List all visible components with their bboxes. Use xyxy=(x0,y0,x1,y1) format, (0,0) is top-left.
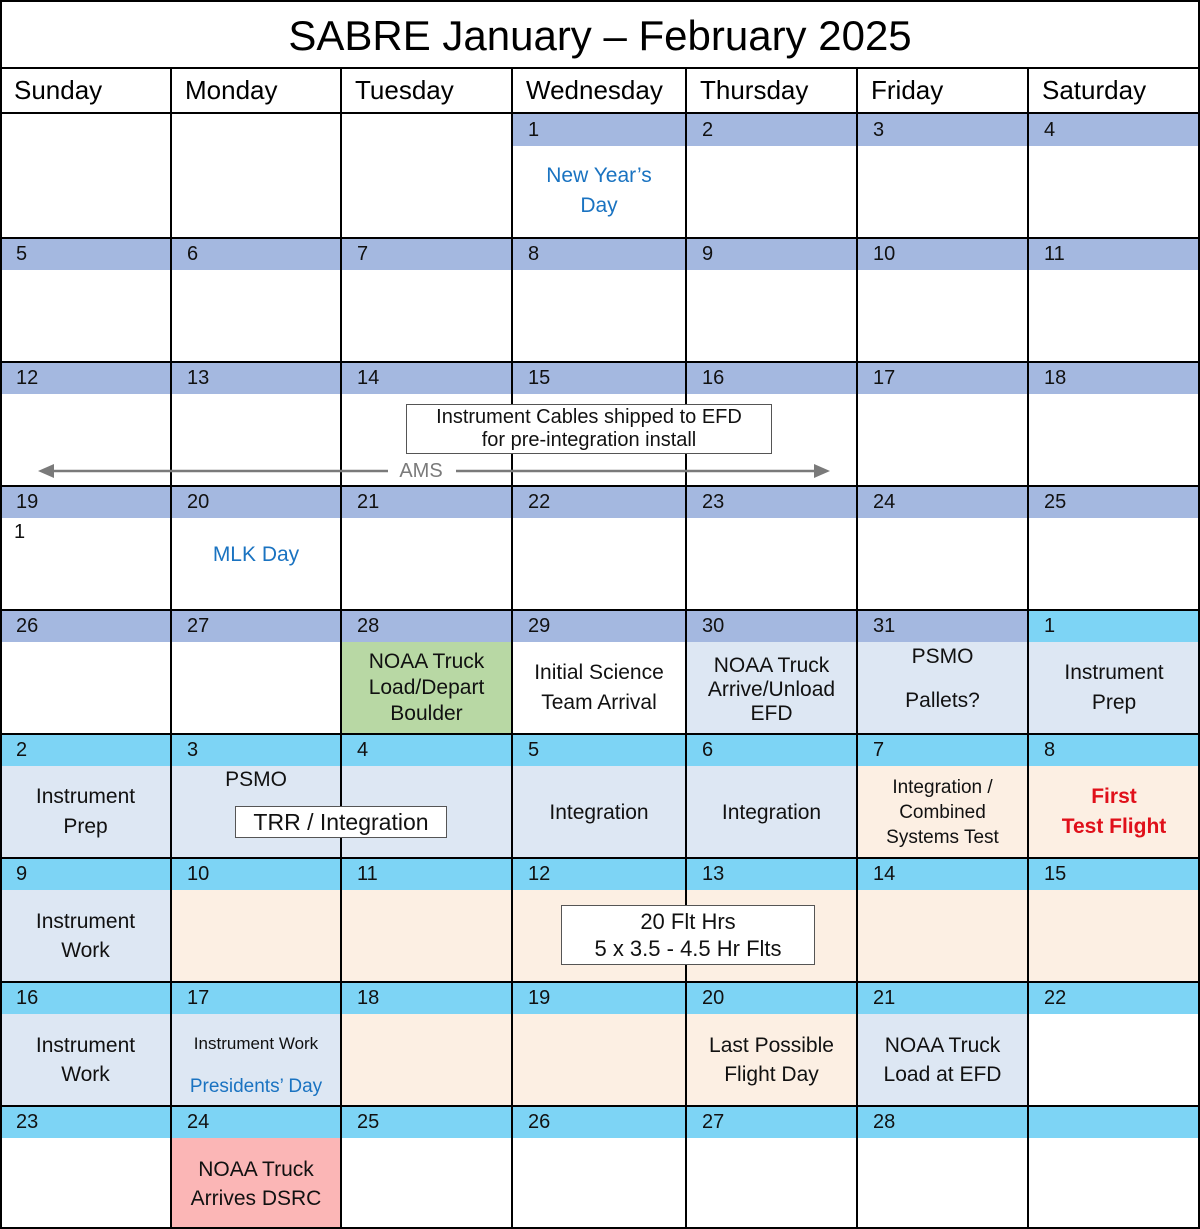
combined-systems-test: Integration / Combined Systems Test xyxy=(886,776,999,848)
date-number: 10 xyxy=(873,243,896,265)
date-number: 15 xyxy=(1044,863,1067,885)
instrument-prep-sun: Instrument Prep xyxy=(35,785,136,838)
mlk-day: MLK Day xyxy=(212,542,300,566)
grid-line xyxy=(0,67,1200,69)
date-number: 11 xyxy=(357,863,378,885)
date-number: 1 xyxy=(1044,615,1056,637)
day-header-wednesday: Wednesday xyxy=(526,75,663,105)
date-number: 4 xyxy=(1044,119,1056,141)
date-number: 24 xyxy=(187,1111,210,1133)
date-number: 19 xyxy=(528,987,551,1009)
date-number: 27 xyxy=(187,615,210,637)
calendar-title: SABRE January – February 2025 xyxy=(288,12,912,59)
day-header-monday: Monday xyxy=(185,75,278,105)
noaa-load-boulder: NOAA Truck Load/Depart Boulder xyxy=(368,650,485,725)
flight-hours-box: 20 Flt Hrs 5 x 3.5 - 4.5 Hr Flts xyxy=(561,905,815,965)
psmo-pallets-bottom: Pallets? xyxy=(905,688,980,712)
date-number: 8 xyxy=(528,243,540,265)
grid-line xyxy=(0,237,1200,239)
date-number: 18 xyxy=(357,987,380,1009)
instrument-work-w7: Instrument Work xyxy=(35,910,136,962)
date-number: 13 xyxy=(702,863,725,885)
day-header-sunday: Sunday xyxy=(14,75,103,105)
presidents-day: Presidents’ Day xyxy=(189,1075,323,1097)
arrow-head xyxy=(814,464,830,478)
date-number: 23 xyxy=(16,1111,39,1133)
sunday-note: 1 xyxy=(14,520,26,543)
date-number: 18 xyxy=(1044,367,1067,389)
date-number: 9 xyxy=(702,243,714,265)
cell-fill xyxy=(512,1014,686,1106)
psmo-pallets-top: PSMO xyxy=(911,644,974,668)
date-number: 25 xyxy=(357,1111,380,1133)
grid-line xyxy=(0,112,1200,114)
date-number: 5 xyxy=(16,243,28,265)
new-years-day: New Year’s Day xyxy=(546,164,652,217)
date-number: 7 xyxy=(357,243,369,265)
date-number: 14 xyxy=(873,863,896,885)
date-number: 2 xyxy=(702,119,714,141)
day-header-thursday: Thursday xyxy=(700,75,809,105)
noaa-arrives-dsrc: NOAA Truck Arrives DSRC xyxy=(190,1157,322,1210)
grid-line xyxy=(0,981,1200,983)
date-number: 26 xyxy=(528,1111,551,1133)
date-number: 17 xyxy=(873,367,896,389)
date-number: 31 xyxy=(873,615,896,637)
instrument-work-mon: Instrument Work xyxy=(193,1033,319,1053)
date-number: 9 xyxy=(16,863,28,885)
noaa-arrive-efd: NOAA Truck Arrive/Unload EFD xyxy=(707,654,836,725)
date-number: 16 xyxy=(702,367,725,389)
first-test-flight: First Test Flight xyxy=(1061,785,1167,838)
day-header-tuesday: Tuesday xyxy=(355,75,454,105)
integration-wed: Integration xyxy=(549,800,649,824)
date-number: 19 xyxy=(16,491,39,513)
arrow-head xyxy=(38,464,54,478)
date-number: 15 xyxy=(528,367,551,389)
date-number: 8 xyxy=(1044,739,1056,761)
grid-line xyxy=(0,0,1200,2)
date-number: 6 xyxy=(187,243,199,265)
date-number: 24 xyxy=(873,491,896,513)
grid-line xyxy=(0,485,1200,487)
date-number: 20 xyxy=(187,491,210,513)
date-band xyxy=(1028,1106,1200,1138)
date-number: 5 xyxy=(528,739,540,761)
date-number: 16 xyxy=(16,987,39,1009)
date-number: 13 xyxy=(187,367,210,389)
date-number: 26 xyxy=(16,615,39,637)
date-number: 7 xyxy=(873,739,885,761)
date-number: 27 xyxy=(702,1111,725,1133)
date-number: 30 xyxy=(702,615,725,637)
date-number: 28 xyxy=(357,615,380,637)
grid-line xyxy=(0,609,1200,611)
initial-science-team: Initial Science Team Arrival xyxy=(534,661,664,714)
instrument-prep-sat: Instrument Prep xyxy=(1064,661,1164,714)
date-number: 12 xyxy=(528,863,551,885)
date-number: 1 xyxy=(528,119,540,141)
date-number: 28 xyxy=(873,1111,896,1133)
noaa-load-at-efd: NOAA Truck Load at EFD xyxy=(883,1034,1002,1086)
date-number: 25 xyxy=(1044,491,1067,513)
date-number: 17 xyxy=(187,987,210,1009)
date-number: 11 xyxy=(1044,243,1065,265)
day-header-saturday: Saturday xyxy=(1042,75,1147,105)
date-number: 22 xyxy=(528,491,551,513)
grid-line xyxy=(0,361,1200,363)
trr-integration-box: TRR / Integration xyxy=(235,806,447,838)
day-header-friday: Friday xyxy=(871,75,944,105)
date-number: 29 xyxy=(528,615,551,637)
date-number: 10 xyxy=(187,863,210,885)
ams-label: AMS xyxy=(399,459,443,482)
integration-thu: Integration xyxy=(721,800,822,824)
date-number: 2 xyxy=(16,739,28,761)
instrument-work-w8: Instrument Work xyxy=(35,1034,136,1086)
date-number: 3 xyxy=(187,739,199,761)
date-number: 23 xyxy=(702,491,725,513)
cell-fill xyxy=(341,1014,512,1106)
date-number: 12 xyxy=(16,367,39,389)
date-number: 20 xyxy=(702,987,725,1009)
last-possible-flight-day: Last Possible Flight Day xyxy=(709,1034,834,1086)
date-number: 4 xyxy=(357,739,369,761)
date-number: 6 xyxy=(702,739,714,761)
date-number: 22 xyxy=(1044,987,1067,1009)
date-number: 21 xyxy=(357,491,380,513)
date-number: 21 xyxy=(873,987,896,1009)
grid-line xyxy=(0,0,2,68)
date-number: 3 xyxy=(873,119,885,141)
psmo-label: PSMO xyxy=(225,767,287,791)
cables-shipped-note: Instrument Cables shipped to EFD for pre-integration install xyxy=(406,404,772,454)
date-number: 14 xyxy=(357,367,380,389)
